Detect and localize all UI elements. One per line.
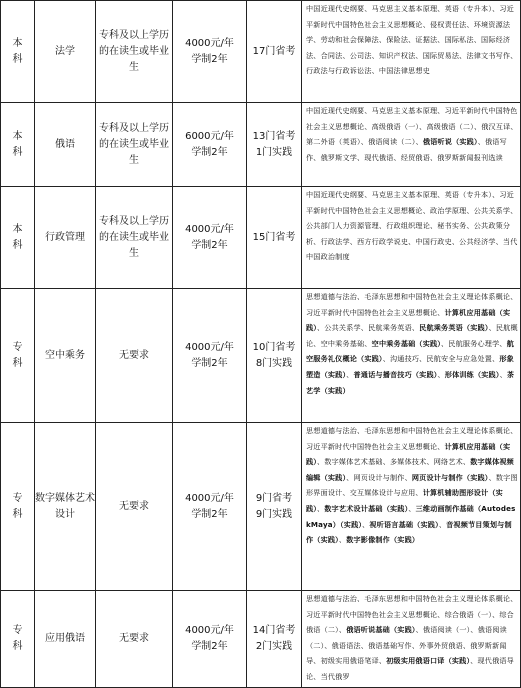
exam-cell — [247, 1, 302, 103]
practice-course: 俄语听说基础（实践） — [346, 625, 416, 635]
fee-cell-line: 4000元/年 — [185, 223, 234, 235]
course-text: 、 — [499, 369, 507, 379]
course-text: 、数字图形界面设计、交互媒体设计与应用、 — [306, 472, 518, 498]
level-cell — [1, 423, 35, 591]
fee-cell-line: 学制2年 — [191, 146, 228, 158]
fee-cell — [173, 423, 247, 591]
level-cell-line: 科 — [12, 641, 23, 652]
program-table-body — [1, 1, 521, 688]
practice-course: 茶艺学（实践） — [306, 369, 515, 395]
course-text: 、沟通技巧、民航安全与应急处置、 — [382, 354, 500, 364]
course-text: 、民航服务心理学、 — [441, 338, 507, 348]
major-cell: 法学 — [35, 1, 96, 103]
fee-cell-line: 4000元/年 — [185, 341, 234, 353]
course-text: 中国近现代史纲要、马克思主义基本原理、英语（专升本）、习近平新时代中国特色社会主义思想概论、政治学原理、公共关系学、公共部门人力资源管理、行政组织理论、秘书实务、公共政策分析、行政法学、西方行政学说史、中国行政史、公共经济学、当代中国政治制度 — [306, 190, 518, 262]
requirement-cell: 专科及以上学历的在读生或毕业生 — [96, 187, 173, 289]
exam-cell-line: 13门省考 — [252, 130, 296, 142]
practice-course: 数字影像制作（实践） — [346, 535, 420, 545]
course-text: 思想道德与法治、毛泽东思想和中国特色社会主义理论体系概论、习近平新时代中国特色社会主义思想概论、 — [306, 292, 518, 317]
major-cell: 应用俄语 — [35, 591, 96, 688]
practice-course: 网页设计与制作（实践） — [411, 472, 489, 482]
major-cell: 数字媒体艺术设计 — [35, 423, 96, 591]
exam-cell — [247, 591, 302, 688]
course-text: 、 — [317, 503, 325, 513]
program-row — [1, 103, 521, 187]
fee-cell-line: 学制2年 — [191, 53, 228, 65]
practice-course: 形象塑造（实践） — [306, 354, 514, 379]
exam-cell — [247, 187, 302, 289]
fee-cell-line: 学制2年 — [191, 239, 228, 251]
level-cell-line: 本 — [12, 130, 23, 142]
course-text: 、 — [338, 535, 347, 545]
practice-course: 民航乘务英语（实践） — [419, 323, 489, 333]
courses-cell — [302, 591, 521, 688]
level-cell-line: 专 — [12, 625, 23, 636]
exam-cell — [247, 103, 302, 187]
program-row — [1, 1, 521, 103]
level-cell — [1, 1, 35, 103]
level-cell-line: 科 — [12, 146, 23, 158]
fee-cell-line: 学制2年 — [191, 641, 228, 652]
level-cell — [1, 289, 35, 423]
requirement-cell: 专科及以上学历的在读生或毕业生 — [96, 103, 173, 187]
practice-course: 计算机辅助图形设计（实践） — [306, 488, 503, 513]
course-text: 、民航概论、空中乘务基础、 — [306, 323, 518, 348]
exam-cell-line: 2门实践 — [255, 641, 293, 652]
level-cell-line: 科 — [12, 357, 23, 369]
course-text: 、 — [408, 503, 416, 513]
level-cell — [1, 187, 35, 289]
fee-cell — [173, 187, 247, 289]
fee-cell-line: 6000元/年 — [185, 130, 234, 142]
requirement-cell: 无要求 — [96, 289, 173, 423]
fee-cell — [173, 103, 247, 187]
courses-cell — [302, 423, 521, 591]
fee-cell-line: 4000元/年 — [185, 37, 234, 49]
practice-course: 计算机应用基础（实践） — [306, 307, 511, 333]
exam-cell-line: 10门省考 — [252, 341, 296, 353]
practice-course: 形体训练（实践） — [444, 369, 500, 379]
course-text: 、 — [346, 369, 354, 379]
level-cell-line: 本 — [12, 223, 23, 235]
major-cell: 俄语 — [35, 103, 96, 187]
courses-cell — [302, 289, 521, 423]
exam-cell-line: 14门省考 — [252, 625, 296, 636]
course-text: 、数字媒体艺术基础、多媒体技术、网络艺术、 — [317, 457, 471, 467]
course-text: 、现代俄语导论、当代俄罗 — [306, 656, 514, 681]
course-text: 中国近现代史纲要、马克思主义基本原理、英语（专升本）、习近平新时代中国特色社会主义思想概论、侵权责任法、环境资源法学、劳动和社会保障法、保险法、证据法、国际私法、国际经济法、合同法、公司法、知识产权法、国际贸易法、法律文书写作、行政法与行政诉讼法、中国法律思想史 — [306, 4, 518, 76]
exam-cell-line: 9门实践 — [255, 508, 293, 520]
level-cell — [1, 591, 35, 688]
exam-cell-line: 8门实践 — [255, 357, 293, 369]
course-text: 思想道德与法治、毛泽东思想和中国特色社会主义理论体系概论、习近平新时代中国特色社会主义思想概论、 — [306, 426, 518, 451]
fee-cell-line: 学制2年 — [191, 357, 228, 369]
practice-course: 数字媒体视频编辑（实践） — [306, 457, 514, 482]
program-row — [1, 187, 521, 289]
practice-course: 俄语听说（实践） — [422, 137, 478, 147]
program-row — [1, 591, 521, 688]
program-row — [1, 423, 521, 591]
fee-cell — [173, 591, 247, 688]
course-text: 、公共关系学、民航乘务英语、 — [317, 323, 420, 333]
course-text: 、 — [362, 519, 370, 529]
level-cell-line: 专 — [12, 492, 23, 504]
level-cell-line: 科 — [12, 239, 23, 251]
courses-cell — [302, 1, 521, 103]
requirement-cell: 无要求 — [96, 591, 173, 688]
exam-cell — [247, 423, 302, 591]
major-cell: 空中乘务 — [35, 289, 96, 423]
level-cell-line: 专 — [12, 341, 23, 353]
practice-course: 空中乘务基础（实践） — [371, 338, 442, 348]
courses-cell — [302, 187, 521, 289]
level-cell-line: 科 — [12, 508, 23, 520]
level-cell-line: 本 — [12, 37, 23, 49]
courses-cell — [302, 103, 521, 187]
practice-course: 普通话与播音技巧（实践） — [353, 369, 438, 379]
requirement-cell: 专科及以上学历的在读生或毕业生 — [96, 1, 173, 103]
practice-course: 三维动画制作基础（AutodeskMaya）（实践） — [306, 503, 516, 529]
level-cell-line: 科 — [12, 53, 23, 65]
exam-cell-line: 17门省考 — [252, 45, 296, 57]
fee-cell-line: 学制2年 — [191, 508, 228, 520]
course-text: 、俄语阅读（一）、俄语阅读（二）、俄语语法、俄语基础写作、外事外贸俄语、俄罗斯新闻导、初级实用俄语笔译、 — [306, 625, 507, 666]
course-text: 、俄语写作、俄罗斯文学、现代俄语、经贸俄语、俄罗斯新闻报刊选读 — [306, 137, 507, 162]
course-text: 中国近现代史纲要、马克思主义基本原理、习近平新时代中国特色社会主义思想概论、高级俄语（一）、高级俄语（二）、俄汉互译、第二外语（英语）、俄语阅读（二）、 — [306, 106, 518, 147]
level-cell — [1, 103, 35, 187]
program-row — [1, 289, 521, 423]
practice-course: 数字艺术设计基础（实践） — [324, 503, 409, 513]
fee-cell — [173, 1, 247, 103]
requirement-cell: 无要求 — [96, 423, 173, 591]
major-cell: 行政管理 — [35, 187, 96, 289]
exam-cell-line: 9门省考 — [255, 492, 293, 504]
fee-cell-line: 4000元/年 — [185, 492, 234, 504]
course-text: 思想道德与法治、毛泽东思想和中国特色社会主义理论体系概论、习近平新时代中国特色社会主义思想概论、综合俄语（一）、综合俄语（二）、 — [306, 594, 518, 635]
exam-cell — [247, 289, 302, 423]
exam-cell-line: 15门省考 — [252, 231, 296, 243]
exam-cell-line: 1门实践 — [255, 146, 293, 158]
practice-course: 音视频节目策划与制作（实践） — [306, 519, 512, 545]
fee-cell-line: 4000元/年 — [185, 625, 234, 636]
course-text: 、 — [438, 519, 447, 529]
course-text: 、 — [437, 369, 445, 379]
practice-course: 初级实用俄语口译（实践） — [386, 656, 471, 666]
practice-course: 视听语言基础（实践） — [369, 519, 439, 529]
practice-course: 航空服务礼仪概论（实践） — [306, 338, 514, 364]
practice-course: 计算机应用基础（实践） — [306, 441, 511, 467]
fee-cell — [173, 289, 247, 423]
course-text: 、网页设计与制作、 — [346, 472, 412, 482]
